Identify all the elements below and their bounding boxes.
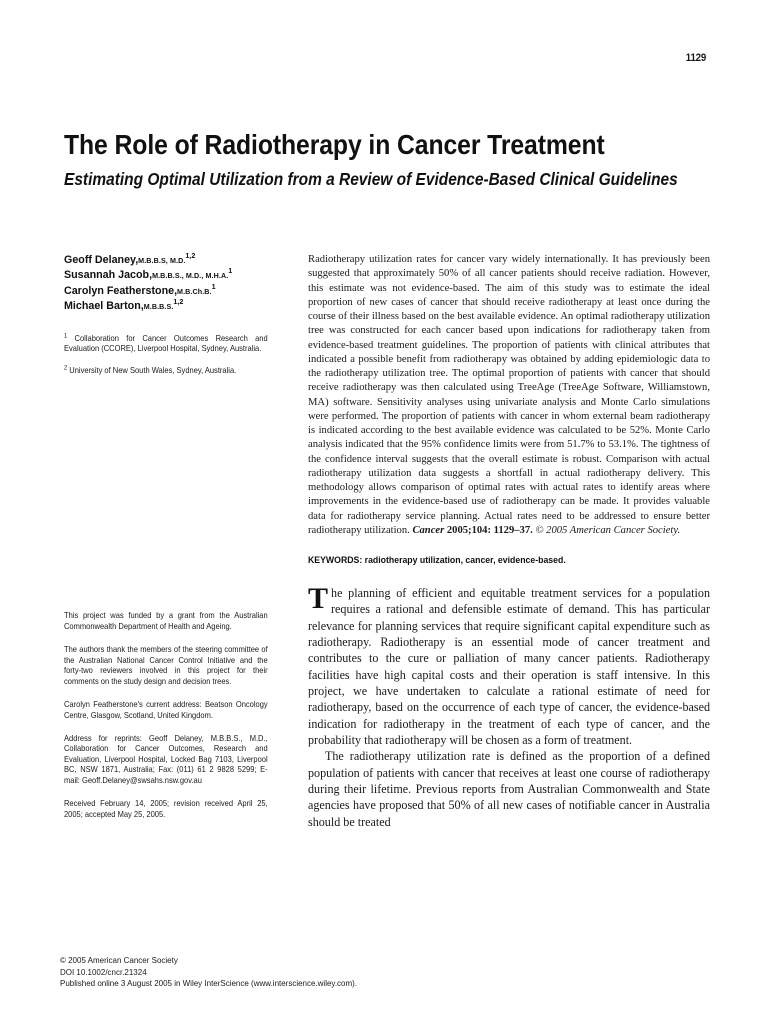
page-folio-number: 1129 <box>685 52 706 64</box>
author-entry <box>64 268 256 283</box>
footer-doi: DOI 10.1002/cncr.21324 <box>60 966 147 977</box>
affiliation-note-1 <box>64 331 268 355</box>
abstract-body: Radiotherapy utilization rates for cancer vary widely internationally. It has previously been suggested that approximately 50% of all cancer patients should receive radiation. However, this estimate was not evidence-based. The aim of this study was to estimate the ideal proportion of new cases of cancer that should receive radiotherapy at least once during the course of their illness based on the best available evidence. An optimal radiotherapy utilization tree was constructed for each cancer based upon indications for radiotherapy taken from evidence-based treatment guidelines. The proportion of patients with clinical attributes that indicated a possible benefit from radiotherapy was obtained by adding epidemiologic data to the radiotherapy utilization tree. The optimal proportion of patients with cancer that should receive radiotherapy was then calculated using TreeAge (TreeAge Software, Williamstown, MA) software. Sensitivity analyses using univariate analysis and Monte Carlo simulations were performed. The proportion of patients with cancer in whom external beam radiotherapy is indicated according to the best available evidence was calculated to be 52%. Monte Carlo analysis indicated that the 95% confidence limits were from 51.7% to 53.1%. The tightness of the confidence interval suggests that the overall estimate is robust. Comparison with actual radiotherapy utilization data suggests a shortfall in actual radiotherapy delivery. This methodology allows comparison of optimal rates with actual rates to identify areas where improvements in the evidence-based use of radiotherapy can be made. It provides valuable data for radiotherapy service planning. Actual rates need to be addressed to ensure better radiotherapy utilization. <box>308 254 710 536</box>
author-name: Susannah Jacob, <box>64 269 153 282</box>
abstract-paragraph <box>308 253 710 538</box>
body-paragraph-1 <box>308 582 710 748</box>
citation-volume-pages: 2005;104: 1129–37. <box>444 524 533 536</box>
affiliation-marker: 1 <box>64 331 68 339</box>
drop-cap-letter: T <box>308 582 329 615</box>
citation-journal-name: Cancer <box>412 524 445 536</box>
page-footer <box>60 955 357 990</box>
funding-note: This project was funded by a grant from the Australian Commonwealth Department of Health and Ageing. <box>64 611 268 631</box>
article-title: The Role of Radiotherapy in Cancer Treatment <box>64 129 605 160</box>
keywords-line: KEYWORDS: radiotherapy utilization, cancer, evidence-based. <box>308 554 566 565</box>
article-body <box>308 582 710 830</box>
author-name: Carolyn Featherstone, <box>64 284 178 297</box>
body-paragraph-2: The radiotherapy utilization rate is defined as the proportion of a defined population of patients with cancer that receives at least one course of radiotherapy during their lifetime. Previous reports from Australian Commonwealth and State agencies have proposed that 50% of all new cases of notifiable cancer in Australia should be treated <box>308 749 710 829</box>
citation-copyright: © 2005 American Cancer Society. <box>532 524 681 536</box>
author-name: Michael Barton, <box>64 300 144 313</box>
acknowledgment-note: The authors thank the members of the steering committee of the Australian National Cancer Control Initiative and the forty-two reviewers involved in this project for their comments on the study design and decision trees. <box>64 645 268 686</box>
footer-published-online: Published online 3 August 2005 in Wiley InterScience (www.interscience.wiley.com). <box>60 978 358 989</box>
footnotes-block <box>64 611 268 820</box>
author-entry <box>64 284 256 299</box>
author-affiliation-marker: 1,2 <box>185 251 196 261</box>
current-address-note: Carolyn Featherstone's current address: Beatson Oncology Centre, Glasgow, Scotland, United Kingdom. <box>64 699 268 720</box>
affiliation-text: Collaboration for Cancer Outcomes Research and Evaluation (CCORE), Liverpool Hospital, Sydney, Australia. <box>64 333 268 354</box>
author-affiliation-marker: 1 <box>228 266 233 276</box>
affiliation-text: University of New South Wales, Sydney, Australia. <box>69 365 237 375</box>
author-degrees: M.B.B.S., M.D., M.H.A. <box>152 271 229 281</box>
body-paragraph-1-text: he planning of efficient and equitable treatment services for a population requires a rational and defensible estimate of demand. This has particular relevance for planning services that require significant capital expenditure such as radiotherapy. Radiotherapy is an essential mode of cancer treatment and contributes to the cure or palliation of many cancer patients. Radiotherapy facilities have high capital costs and their operation is staff intensive. In this project, we have undertaken to calculate a rational estimate of need for radiotherapy, based on the occurrence of each type of cancer, the evidence-based indication for radiotherapy in the treatment of each type of cancer, and the probability that radiotherapy will be chosen as a form of treatment. <box>308 586 710 748</box>
received-dates-note: Received February 14, 2005; revision received April 25, 2005; accepted May 25, 2005. <box>64 799 268 819</box>
affiliation-note-2 <box>64 366 268 377</box>
article-subtitle: Estimating Optimal Utilization from a Review of Evidence-Based Clinical Guidelines <box>64 169 678 189</box>
author-entry <box>64 299 256 314</box>
reprints-address-note: Address for reprints: Geoff Delaney, M.B.B.S., M.D., Collaboration for Cancer Outcomes, Research and Evaluation, Liverpool Hospital, Locked Bag 7103, Liverpool BC, NSW 1871, Australia; Fax: (011) 61 2 9828 5299; E-mail: Geoff.Delaney@swsahs.nsw.gov.au <box>64 733 268 786</box>
author-degrees: M.B.B.S, M.D. <box>138 256 186 265</box>
author-entry <box>64 253 256 268</box>
author-affiliation-marker: 1,2 <box>173 297 184 307</box>
author-affiliation-marker: 1 <box>211 282 216 292</box>
author-degrees: M.B.B.S. <box>143 302 174 312</box>
affiliation-marker: 2 <box>64 364 68 372</box>
footer-copyright: © 2005 American Cancer Society <box>60 955 178 965</box>
right-column <box>308 253 710 830</box>
author-name: Geoff Delaney, <box>64 254 139 266</box>
author-degrees: M.B.Ch.B. <box>177 286 212 296</box>
title-block <box>64 130 712 190</box>
left-column <box>64 253 268 820</box>
author-list <box>64 253 268 315</box>
